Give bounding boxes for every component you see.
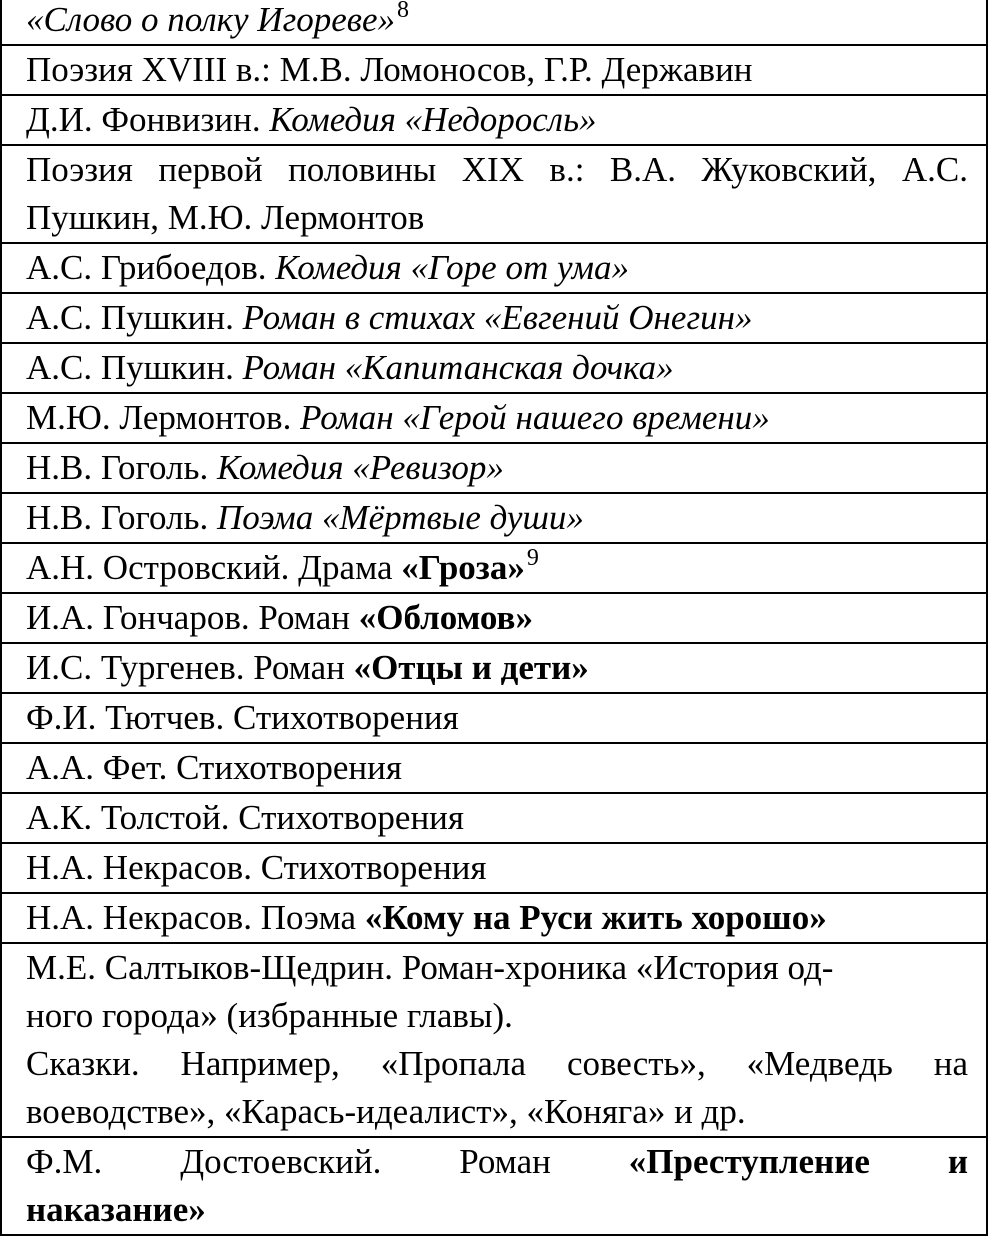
dostoevsky-title-start: «Преступление и bbox=[628, 1142, 968, 1181]
table-cell bbox=[1, 95, 987, 145]
table-cell bbox=[1, 593, 987, 643]
table-row bbox=[1, 443, 987, 493]
table-cell bbox=[1, 0, 987, 45]
table-cell bbox=[1, 843, 987, 893]
row-text-part: «Кому на Руси жить хорошо» bbox=[364, 898, 827, 937]
table-cell bbox=[1, 45, 987, 95]
table-cell bbox=[1, 743, 987, 793]
row-text-part: Н.А. Некрасов. Стихотворения bbox=[26, 848, 487, 887]
row-text-part: Комедия «Недоросль» bbox=[269, 100, 597, 139]
table-row bbox=[1, 145, 987, 243]
table-cell bbox=[1, 543, 987, 593]
dostoevsky-author: Ф.М. Достоевский. Роман bbox=[26, 1142, 629, 1181]
table-row bbox=[1, 743, 987, 793]
table-row bbox=[1, 943, 987, 1137]
row-text-part: Н.В. Гоголь. bbox=[26, 498, 217, 537]
table-row bbox=[1, 893, 987, 943]
table-row bbox=[1, 45, 987, 95]
row-text-part: А.С. Грибоедов. bbox=[26, 248, 276, 287]
row-text-part: «Отцы и дети» bbox=[353, 648, 589, 687]
table-row bbox=[1, 293, 987, 343]
row-text-part: И.А. Гончаров. Роман bbox=[26, 598, 359, 637]
row-text-part: Поэма «Мёртвые души» bbox=[216, 498, 584, 537]
row-text-part: Н.А. Некрасов. Поэма bbox=[26, 898, 365, 937]
table-row bbox=[1, 693, 987, 743]
table-cell bbox=[1, 343, 987, 393]
row-text-part: Роман «Герой нашего времени» bbox=[300, 398, 770, 437]
table-cell bbox=[1, 293, 987, 343]
footnote-marker: 9 bbox=[526, 545, 539, 571]
table-row bbox=[1, 343, 987, 393]
row-text-part: Поэзия XVIII в.: М.В. Ломоносов, Г.Р. Державин bbox=[26, 50, 753, 89]
dostoevsky-line-1 bbox=[26, 1138, 968, 1186]
table-cell bbox=[1, 493, 987, 543]
row-text-part: А.С. Пушкин. bbox=[26, 298, 243, 337]
row-text-part: Комедия «Горе от ума» bbox=[275, 248, 629, 287]
table-row bbox=[1, 243, 987, 293]
row-text-part: Н.В. Гоголь. bbox=[26, 448, 217, 487]
row-text-part: Поэзия первой половины XIX в.: В.А. Жуковский, А.С. Пушкин, М.Ю. Лермонтов bbox=[26, 150, 968, 237]
row-text-part: Роман «Капитанская дочка» bbox=[242, 348, 674, 387]
table-row bbox=[1, 593, 987, 643]
table-row bbox=[1, 1137, 987, 1235]
row-text-part: Д.И. Фонвизин. bbox=[26, 100, 270, 139]
table-row bbox=[1, 0, 987, 45]
table-cell bbox=[1, 393, 987, 443]
table-row bbox=[1, 95, 987, 145]
table-cell bbox=[1, 1137, 987, 1235]
row-text-part: «Обломов» bbox=[358, 598, 533, 637]
saltykov-chronicle-line-1: М.Е. Салтыков-Щедрин. Роман-хроника «История од- bbox=[26, 948, 834, 987]
table-cell bbox=[1, 443, 987, 493]
row-text-part: Роман в стихах «Евгений Онегин» bbox=[242, 298, 753, 337]
footnote-marker: 8 bbox=[397, 0, 410, 23]
table-row bbox=[1, 793, 987, 843]
row-text-part: И.С. Тургенев. Роман bbox=[26, 648, 354, 687]
row-text-part: Ф.И. Тютчев. Стихотворения bbox=[26, 698, 459, 737]
table-row bbox=[1, 643, 987, 693]
reading-list-body bbox=[1, 0, 987, 1235]
table-row bbox=[1, 843, 987, 893]
table-row bbox=[1, 393, 987, 443]
table-cell bbox=[1, 943, 987, 1137]
row-text-part: А.К. Толстой. Стихотворения bbox=[26, 798, 465, 837]
table-cell bbox=[1, 243, 987, 293]
dostoevsky-title-end: наказание» bbox=[26, 1190, 206, 1229]
table-cell bbox=[1, 145, 987, 243]
row-text-part: «Слово о полку Игореве» bbox=[26, 0, 396, 39]
table-cell bbox=[1, 893, 987, 943]
row-text-part: А.С. Пушкин. bbox=[26, 348, 243, 387]
table-cell bbox=[1, 793, 987, 843]
table-row bbox=[1, 543, 987, 593]
table-cell bbox=[1, 643, 987, 693]
row-text-part: А.А. Фет. Стихотворения bbox=[26, 748, 402, 787]
table-cell bbox=[1, 693, 987, 743]
table-row bbox=[1, 493, 987, 543]
row-text-part: А.Н. Островский. Драма bbox=[26, 548, 402, 587]
row-text-part: Комедия «Ревизор» bbox=[216, 448, 504, 487]
saltykov-tales: Сказки. Например, «Пропала совесть», «Медведь на воеводстве», «Карась-идеалист», «Коняга» и др. bbox=[26, 1044, 968, 1131]
row-text-part: «Гроза» bbox=[401, 548, 525, 587]
saltykov-chronicle-line-2: ного города» (избранные главы). bbox=[26, 996, 513, 1035]
row-text-part: М.Ю. Лермонтов. bbox=[26, 398, 301, 437]
